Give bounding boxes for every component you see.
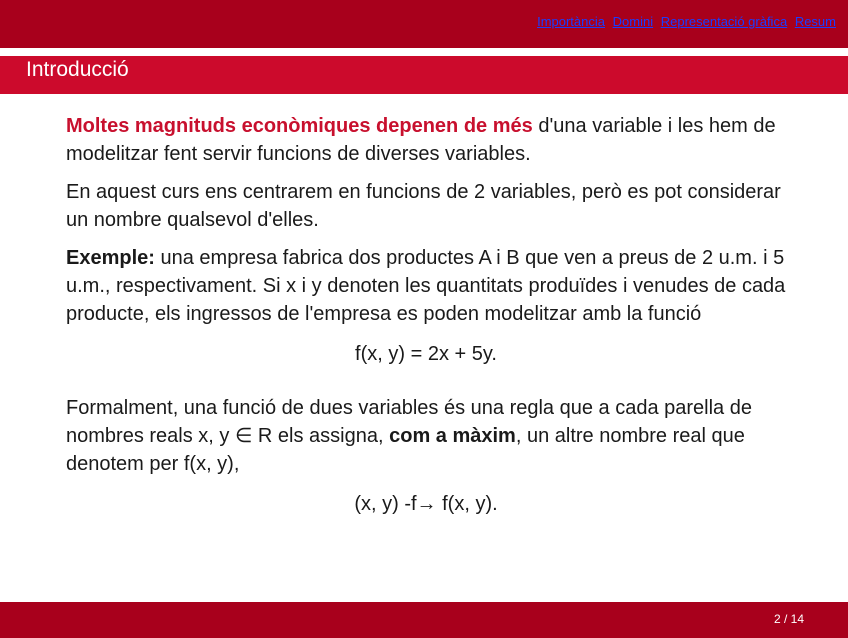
nav-importancia[interactable]: Importància (537, 14, 605, 29)
formula-2: (x, y) -f→ f(x, y). (354, 493, 498, 515)
paragraph-4-post: , un altre nombre real que denotem per f(x, y), (66, 425, 745, 475)
formula-1: f(x, y) = 2x + 5y. (355, 343, 497, 365)
paragraph-1 (66, 112, 786, 168)
nav-resum[interactable]: Resum (794, 14, 836, 29)
footer-bar (0, 602, 848, 638)
highlight-text: Moltes magnituds econòmiques depenen de més (66, 115, 533, 137)
nav-representacio-grafica[interactable]: Representació gràfica (660, 14, 788, 29)
header-gap (0, 48, 848, 56)
paragraph-4 (66, 394, 786, 478)
paragraph-2: En aquest curs ens centrarem en funcions de 2 variables, però es pot considerar un nombre qualsevol d'elles. (66, 181, 781, 231)
slide-content (66, 112, 786, 544)
section-nav (533, 14, 836, 29)
paragraph-4-pre: Formalment, una funció de dues variables és una regla que a cada parella de nombres reals x, y ∈ R els assigna, (66, 397, 752, 447)
nav-domini[interactable]: Domini (612, 14, 654, 29)
paragraph-3-rest: una empresa fabrica dos productes A i B que ven a preus de 2 u.m. i 5 u.m., respectivament. Si x i y denoten les quantitats produïdes i venudes de cada producte, els ingressos de l'empresa es poden modelitzar amb la funció (66, 247, 786, 325)
title-bar (0, 56, 848, 94)
slide-title: Introducció (26, 58, 129, 81)
example-label: Exemple: (66, 247, 155, 269)
emphasis-text: com a màxim (389, 425, 516, 447)
paragraph-1-rest: d'una variable i les hem de modelitzar fent servir funcions de diverses variables. (66, 115, 776, 165)
top-bar (0, 0, 848, 48)
page-number: 2 / 14 (773, 612, 804, 626)
paragraph-3 (66, 244, 786, 328)
